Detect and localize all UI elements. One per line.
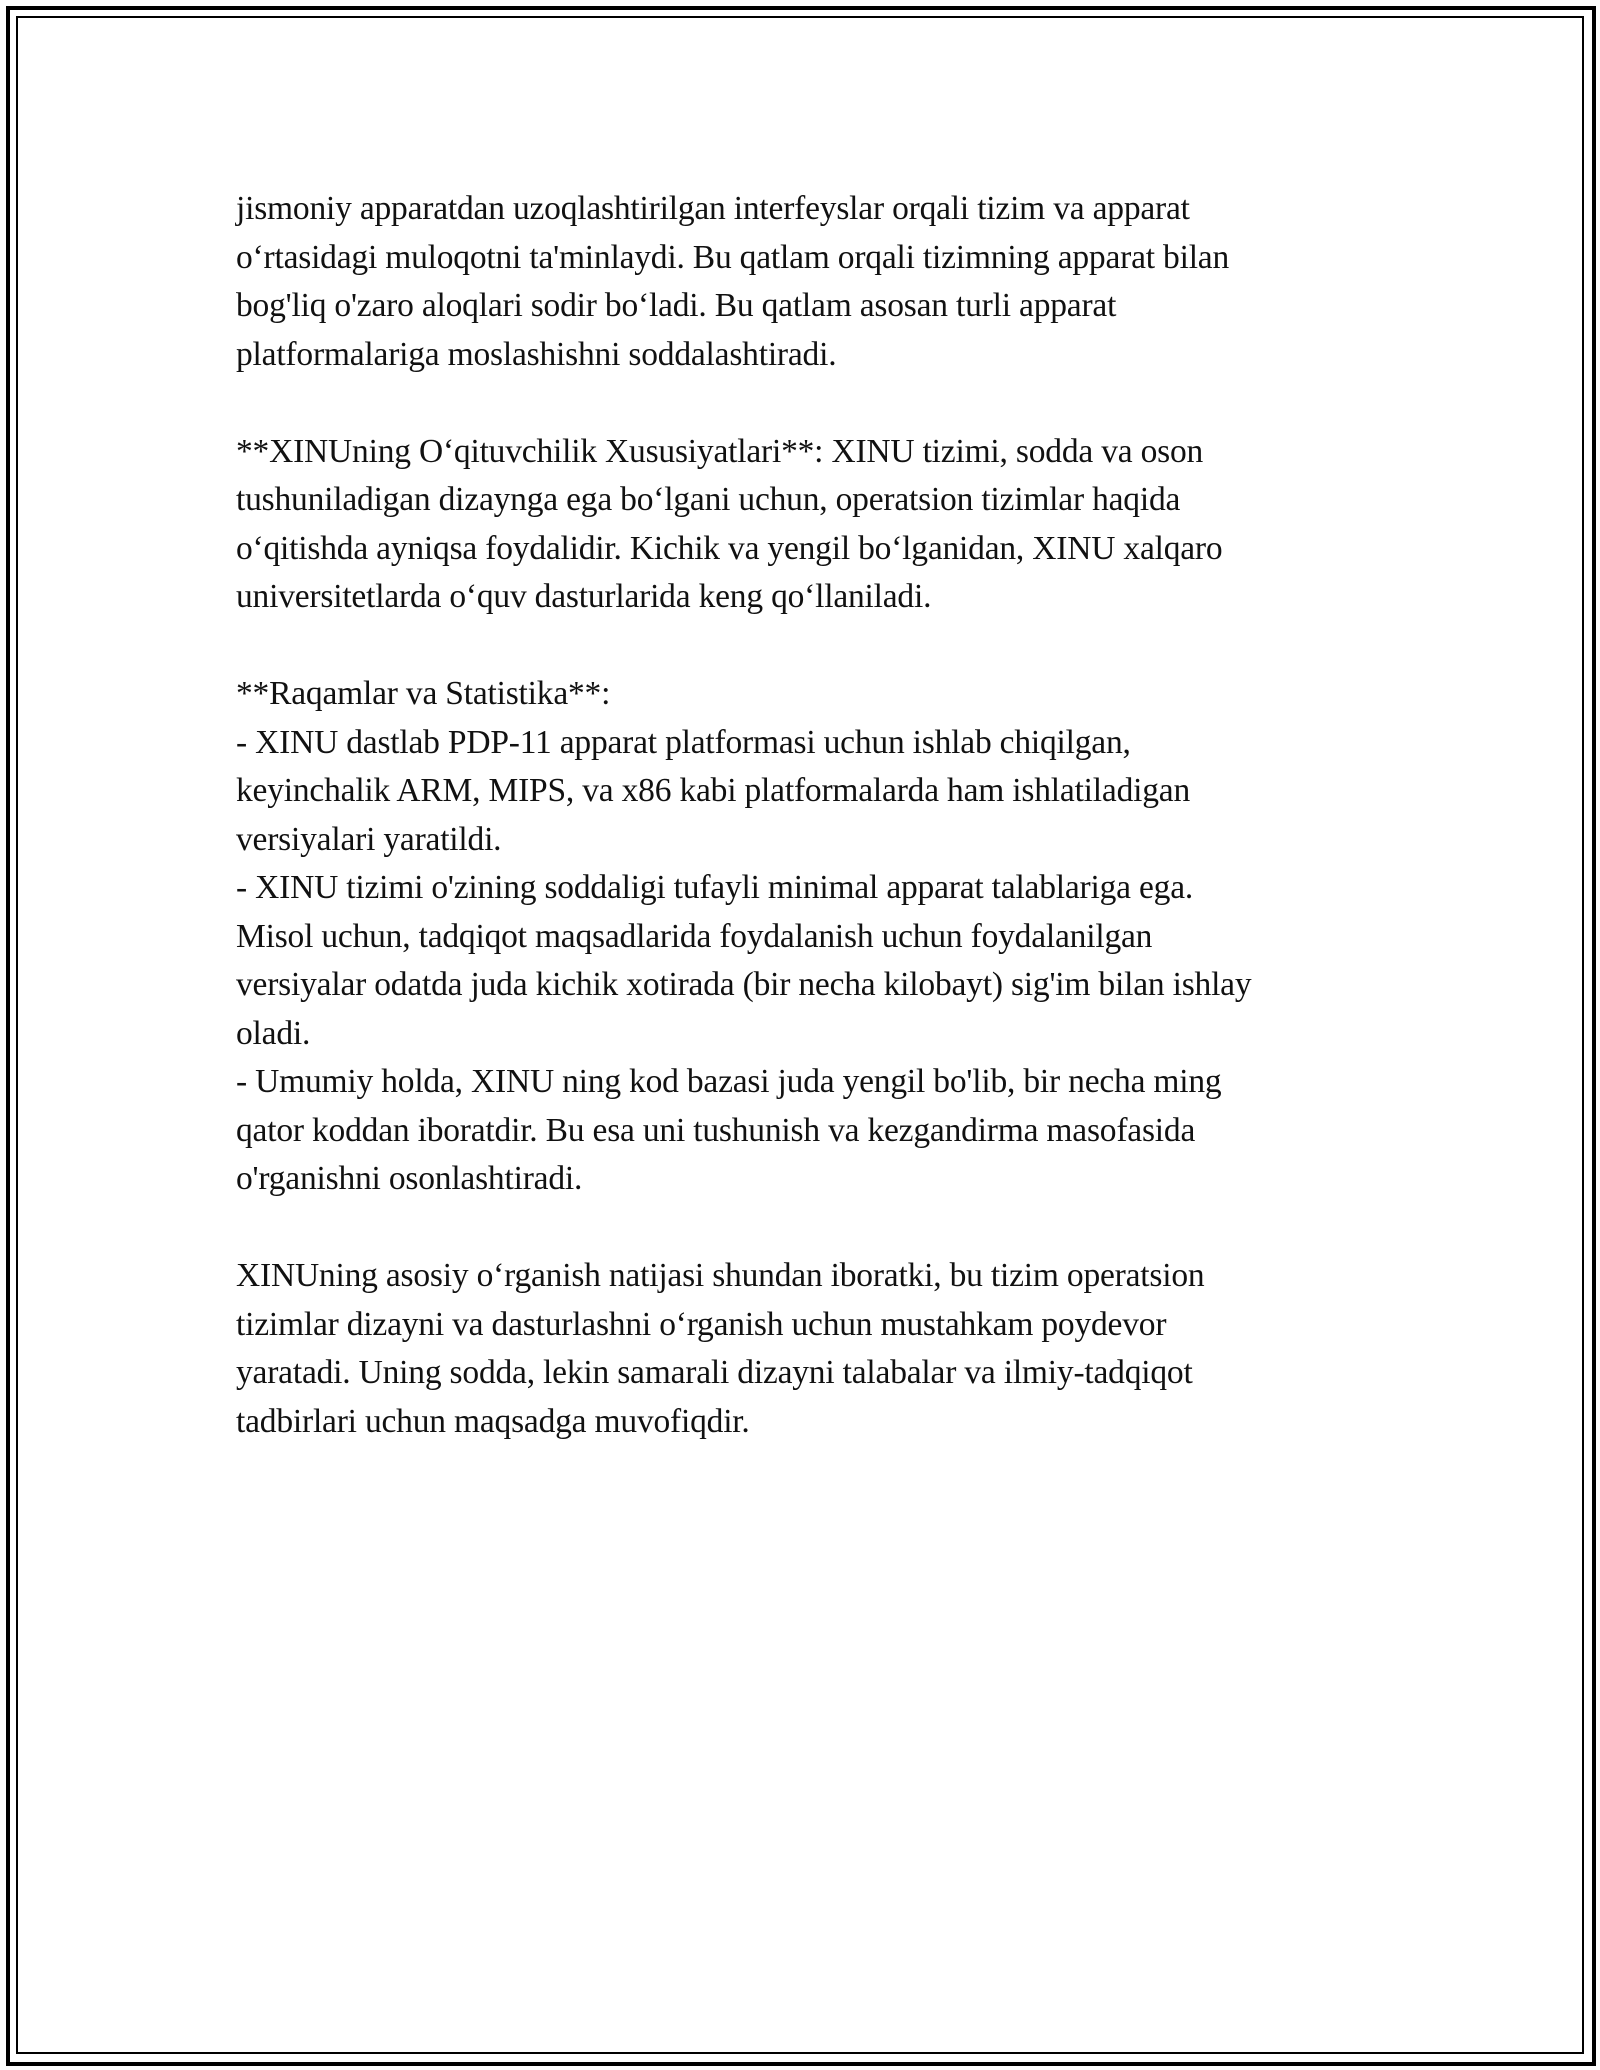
text-line: universitetlarda o‘quv dasturlarida keng qo‘llaniladi. (236, 578, 932, 615)
paragraph-teaching-features (236, 428, 1386, 622)
text-line: versiyalari yaratildi. (236, 820, 502, 858)
text-line: tizimlar dizayni va dasturlashni o‘rganish uchun mustahkam poydevor (236, 1305, 1167, 1343)
text-line: o‘rtasidagi muloqotni ta'minlaydi. Bu qatlam orqali tizimning apparat bilan (236, 238, 1230, 276)
text-line: - Umumiy holda, XINU ning kod bazasi juda yengil bo'lib, bir necha ming (236, 1063, 1222, 1100)
paragraph-numbers-statistics (236, 670, 1386, 1204)
text-line: **Raqamlar va Statistika**: (236, 675, 611, 712)
text-line: XINUning asosiy o‘rganish natijasi shundan iboratki, bu tizim operatsion (236, 1257, 1205, 1294)
document-body (236, 185, 1386, 1495)
text-line: - XINU tizimi o'zining soddaligi tufayli minimal apparat talablariga ega. (236, 869, 1194, 906)
text-line: tushuniladigan dizaynga ega bo‘lgani uchun, operatsion tizimlar haqida (236, 481, 1181, 518)
text-line: - XINU dastlab PDP-11 apparat platformasi uchun ishlab chiqilgan, (236, 723, 1131, 761)
text-line: o‘qitishda ayniqsa foydalidir. Kichik va yengil bo‘lganidan, XINU xalqaro (236, 529, 1223, 567)
text-line: versiyalar odatda juda kichik xotirada (bir necha kilobayt) sig'im bilan ishlay (236, 966, 1252, 1003)
paragraph-hardware-layer (236, 185, 1386, 379)
paragraph-conclusion (236, 1252, 1386, 1446)
text-line: **XINUning O‘qituvchilik Xususiyatlari**: XINU tizimi, sodda va oson (236, 432, 1204, 470)
text-line: yaratadi. Uning sodda, lekin samarali dizayni talabalar va ilmiy-tadqiqot (236, 1354, 1193, 1391)
text-line: keyinchalik ARM, MIPS, va x86 kabi platformalarda ham ishlatiladigan (236, 772, 1190, 809)
text-line: platformalariga moslashishni soddalashtiradi. (236, 335, 837, 373)
text-line: tadbirlari uchun maqsadga muvofiqdir. (236, 1402, 750, 1440)
text-line: qator koddan iboratdir. Bu esa uni tushunish va kezgandirma masofasida (236, 1111, 1196, 1149)
text-line: jismoniy apparatdan uzoqlashtirilgan interfeyslar orqali tizim va apparat (236, 190, 1190, 227)
text-line: Misol uchun, tadqiqot maqsadlarida foydalanish uchun foydalanilgan (236, 917, 1153, 955)
text-line: oladi. (236, 1014, 311, 1052)
text-line: o'rganishni osonlashtiradi. (236, 1160, 583, 1197)
text-line: bog'liq o'zaro aloqlari sodir bo‘ladi. Bu qatlam asosan turli apparat (236, 287, 1117, 324)
